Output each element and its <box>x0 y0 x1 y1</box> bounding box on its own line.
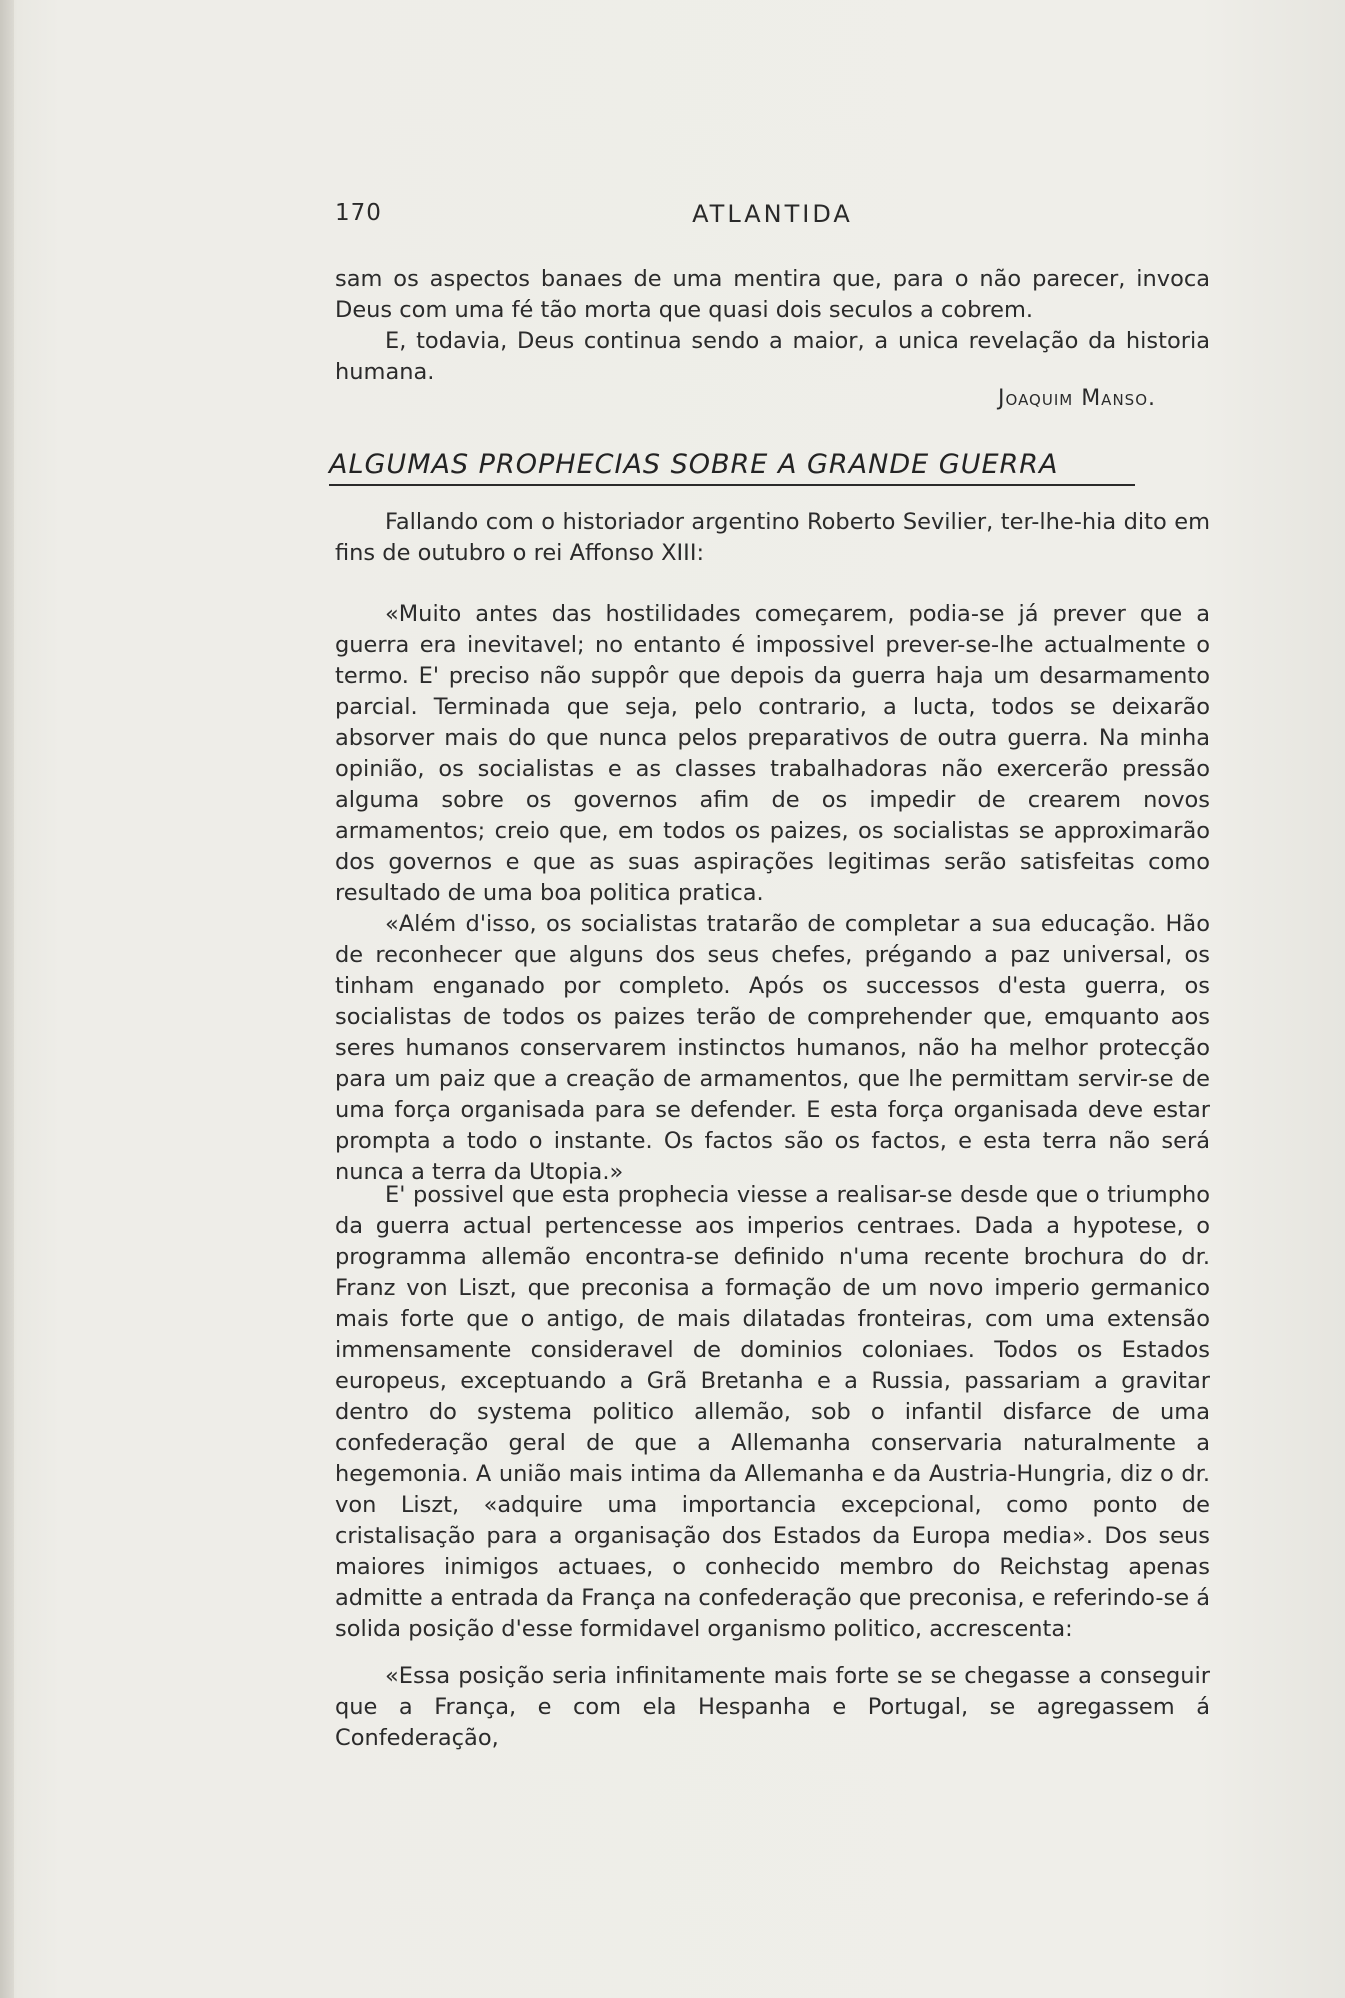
paragraph: E, todavia, Deus continua sendo a maior, a unica revelação da historia humana. <box>335 328 1210 385</box>
article-closing-quote <box>335 1661 1210 1754</box>
paragraph: sam os aspectos banaes de uma mentira que, para o não parecer, invoca Deus com uma fé tão morta que quasi dois seculos a cobrem. <box>335 266 1210 323</box>
paragraph: Fallando com o historiador argentino Roberto Sevilier, ter-lhe-hia dito em fins de outubro o rei Affonso XIII: <box>335 509 1210 566</box>
paragraph: «Além d'isso, os socialistas tratarão de completar a sua educação. Hão de reconhecer que alguns dos seus chefes, prégando a paz universal, os tinham enganado por completo. Após os successos d'esta guerra, os socialistas de todos os paizes terão de comprehender que, emquanto aos seres humanos conservarem instinctos humanos, não ha melhor protecção para um paiz que a creação de armamentos, que lhe permittam servir-se de uma força organisada para se defender. E esta força organisada deve estar prompta a todo o instante. Os factos são os factos, e esta terra não será nunca a terra da Utopia.» <box>335 911 1210 1185</box>
article-title: ALGUMAS PROPHECIAS SOBRE A GRANDE GUERRA <box>329 449 1059 480</box>
paragraph: E' possivel que esta prophecia viesse a realisar-se desde que o triumpho da guerra actual pertencesse aos imperios centraes. Dada a hypotese, o programma allemão encontra-se definido n'uma recente brochura do dr. Franz von Liszt, que preconisa a formação de um novo imperio germanico mais forte que o antigo, de mais dilatadas fronteiras, com uma extensão immensamente consideravel de dominios coloniaes. Todos os Estados europeus, exceptuando a Grã Bretanha e a Russia, passariam a gravitar dentro do systema politico allemão, sob o infantil disfarce de uma confederação geral de que a Allemanha conservaria naturalmente a hegemonia. A união mais intima da Allemanha e da Austria-Hungria, diz o dr. von Liszt, «adquire uma importancia excepcional, como ponto de cristalisação para a organisação dos Estados da Europa media». Dos seus maiores inimigos actuaes, o conhecido membro do Reichstag apenas admitte a entrada da França na confederação que preconisa, e referindo-se á solida posição d'esse formidavel organismo politico, accrescenta: <box>335 1182 1210 1642</box>
article-quote <box>335 599 1210 1188</box>
page-header <box>335 200 1210 234</box>
paragraph: «Essa posição seria infinitamente mais forte se se chegasse a conseguir que a França, e com ela Hespanha e Portugal, se agregassem á Confederação, <box>335 1663 1210 1751</box>
article-intro <box>335 507 1210 569</box>
previous-article-ending <box>335 264 1210 388</box>
page-spine-shadow <box>0 0 14 1998</box>
article-body <box>335 1180 1210 1645</box>
running-title: ATLANTIDA <box>692 200 853 228</box>
page-number: 170 <box>335 200 382 226</box>
author-signature: Joaquim Manso. <box>998 386 1156 411</box>
title-underline <box>329 484 1135 486</box>
paragraph: «Muito antes das hostilidades começarem, podia-se já prever que a guerra era inevitavel; no entanto é impossivel prever-se-lhe actualmente o termo. E' preciso não suppôr que depois da guerra haja um desarmamento parcial. Terminada que seja, pelo contrario, a lucta, todos se deixarão absorver mais do que nunca pelos preparativos de outra guerra. Na minha opinião, os socialistas e as classes trabalhadoras não exercerão pressão alguma sobre os governos afim de os impedir de crearem novos armamentos; creio que, em todos os paizes, os socialistas se approximarão dos governos e que as suas aspirações legitimas serão satisfeitas como resultado de uma boa politica pratica. <box>335 601 1210 906</box>
